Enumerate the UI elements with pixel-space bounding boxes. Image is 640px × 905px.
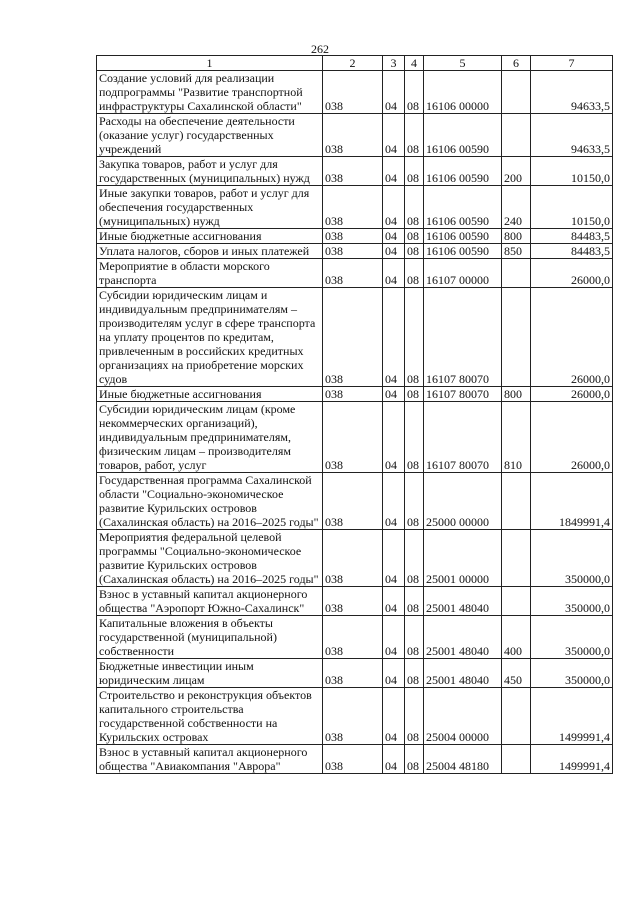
row-code-cell: 038	[323, 745, 383, 774]
row-target-cell: 16107 80070	[424, 402, 502, 473]
row-target-cell: 16107 00000	[424, 259, 502, 288]
row-code-cell: 038	[323, 688, 383, 745]
row-amount-cell: 350000,0	[531, 659, 613, 688]
row-subsection-cell: 08	[405, 186, 424, 229]
row-subsection-cell: 08	[405, 587, 424, 616]
row-target-cell: 16106 00590	[424, 186, 502, 229]
table-row	[97, 229, 613, 244]
header-col-5: 5	[424, 56, 502, 71]
row-code-cell: 038	[323, 530, 383, 587]
row-code-cell: 038	[323, 229, 383, 244]
row-target-cell: 25001 48040	[424, 587, 502, 616]
row-type-cell	[502, 71, 531, 114]
row-subsection-cell: 08	[405, 387, 424, 402]
table-row	[97, 745, 613, 774]
table-row	[97, 244, 613, 259]
row-code-cell: 038	[323, 259, 383, 288]
header-col-2: 2	[323, 56, 383, 71]
row-type-cell	[502, 688, 531, 745]
row-code-cell: 038	[323, 244, 383, 259]
row-section-cell: 04	[383, 530, 405, 587]
row-amount-cell: 1499991,4	[531, 688, 613, 745]
row-subsection-cell: 08	[405, 114, 424, 157]
row-code-cell: 038	[323, 186, 383, 229]
table-row	[97, 157, 613, 186]
row-type-cell	[502, 288, 531, 387]
row-subsection-cell: 08	[405, 530, 424, 587]
table-row	[97, 530, 613, 587]
row-amount-cell: 84483,5	[531, 229, 613, 244]
row-target-cell: 16106 00590	[424, 244, 502, 259]
row-name-cell: Закупка товаров, работ и услуг для государственных (муниципальных) нужд	[97, 157, 323, 186]
row-code-cell: 038	[323, 157, 383, 186]
row-section-cell: 04	[383, 186, 405, 229]
row-type-cell: 810	[502, 402, 531, 473]
table-row	[97, 259, 613, 288]
row-subsection-cell: 08	[405, 473, 424, 530]
row-subsection-cell: 08	[405, 259, 424, 288]
row-name-cell: Создание условий для реализации подпрограммы "Развитие транспортной инфраструктуры Сахалинской области"	[97, 71, 323, 114]
row-subsection-cell: 08	[405, 616, 424, 659]
row-type-cell	[502, 473, 531, 530]
row-code-cell: 038	[323, 659, 383, 688]
row-section-cell: 04	[383, 229, 405, 244]
row-section-cell: 04	[383, 244, 405, 259]
row-target-cell: 16107 80070	[424, 387, 502, 402]
row-target-cell: 25001 48040	[424, 616, 502, 659]
row-name-cell: Взнос в уставный капитал акционерного общества "Авиакомпания "Аврора"	[97, 745, 323, 774]
table-row	[97, 387, 613, 402]
header-col-1: 1	[97, 56, 323, 71]
row-type-cell: 400	[502, 616, 531, 659]
row-amount-cell: 350000,0	[531, 530, 613, 587]
table-row	[97, 402, 613, 473]
table-row	[97, 114, 613, 157]
row-subsection-cell: 08	[405, 288, 424, 387]
table-row	[97, 587, 613, 616]
row-amount-cell: 1499991,4	[531, 745, 613, 774]
row-name-cell: Субсидии юридическим лицам (кроме некоммерческих организаций), индивидуальным предпринимателям, физическим лицам – производителям товаров, работ, услуг	[97, 402, 323, 473]
row-section-cell: 04	[383, 616, 405, 659]
row-name-cell: Уплата налогов, сборов и иных платежей	[97, 244, 323, 259]
row-name-cell: Субсидии юридическим лицам и индивидуальным предпринимателям – производителям услуг в сфере транспорта на уплату процентов по кредитам, привлеченным в российских кредитных организациях на приобретение морских судов	[97, 288, 323, 387]
row-amount-cell: 84483,5	[531, 244, 613, 259]
row-amount-cell: 94633,5	[531, 71, 613, 114]
row-target-cell: 16106 00590	[424, 157, 502, 186]
row-name-cell: Государственная программа Сахалинской области "Социально-экономическое развитие Курильских островов (Сахалинская область) на 2016–2025 годы"	[97, 473, 323, 530]
row-subsection-cell: 08	[405, 71, 424, 114]
row-name-cell: Капитальные вложения в объекты государственной (муниципальной) собственности	[97, 616, 323, 659]
row-subsection-cell: 08	[405, 688, 424, 745]
row-type-cell	[502, 745, 531, 774]
row-target-cell: 25004 00000	[424, 688, 502, 745]
row-section-cell: 04	[383, 71, 405, 114]
row-subsection-cell: 08	[405, 745, 424, 774]
row-code-cell: 038	[323, 71, 383, 114]
row-amount-cell: 1849991,4	[531, 473, 613, 530]
row-subsection-cell: 08	[405, 157, 424, 186]
header-col-7: 7	[531, 56, 613, 71]
row-amount-cell: 350000,0	[531, 616, 613, 659]
row-section-cell: 04	[383, 473, 405, 530]
header-col-3: 3	[383, 56, 405, 71]
row-section-cell: 04	[383, 402, 405, 473]
row-target-cell: 16107 80070	[424, 288, 502, 387]
table-row	[97, 186, 613, 229]
row-subsection-cell: 08	[405, 229, 424, 244]
row-name-cell: Взнос в уставный капитал акционерного общества "Аэропорт Южно-Сахалинск"	[97, 587, 323, 616]
row-name-cell: Иные бюджетные ассигнования	[97, 387, 323, 402]
table-row	[97, 288, 613, 387]
row-code-cell: 038	[323, 473, 383, 530]
row-type-cell: 200	[502, 157, 531, 186]
row-section-cell: 04	[383, 288, 405, 387]
header-col-4: 4	[405, 56, 424, 71]
row-code-cell: 038	[323, 114, 383, 157]
row-section-cell: 04	[383, 157, 405, 186]
row-code-cell: 038	[323, 616, 383, 659]
row-section-cell: 04	[383, 659, 405, 688]
row-target-cell: 25001 48040	[424, 659, 502, 688]
row-section-cell: 04	[383, 259, 405, 288]
row-target-cell: 25001 00000	[424, 530, 502, 587]
row-target-cell: 25004 48180	[424, 745, 502, 774]
row-target-cell: 16106 00000	[424, 71, 502, 114]
row-section-cell: 04	[383, 114, 405, 157]
row-amount-cell: 10150,0	[531, 186, 613, 229]
row-target-cell: 16106 00590	[424, 229, 502, 244]
row-name-cell: Расходы на обеспечение деятельности (оказание услуг) государственных учреждений	[97, 114, 323, 157]
row-amount-cell: 26000,0	[531, 259, 613, 288]
row-name-cell: Бюджетные инвестиции иным юридическим лицам	[97, 659, 323, 688]
row-target-cell: 25000 00000	[424, 473, 502, 530]
row-code-cell: 038	[323, 387, 383, 402]
table-row	[97, 659, 613, 688]
row-amount-cell: 10150,0	[531, 157, 613, 186]
row-code-cell: 038	[323, 402, 383, 473]
row-name-cell: Мероприятия федеральной целевой программы "Социально-экономическое развитие Курильских островов (Сахалинская область) на 2016–2025 годы"	[97, 530, 323, 587]
row-type-cell: 240	[502, 186, 531, 229]
table-row	[97, 616, 613, 659]
row-amount-cell: 94633,5	[531, 114, 613, 157]
row-name-cell: Строительство и реконструкция объектов капитального строительства государственной собственности на Курильских островах	[97, 688, 323, 745]
row-subsection-cell: 08	[405, 402, 424, 473]
row-code-cell: 038	[323, 288, 383, 387]
row-target-cell: 16106 00590	[424, 114, 502, 157]
row-section-cell: 04	[383, 745, 405, 774]
row-type-cell: 800	[502, 229, 531, 244]
table-row	[97, 688, 613, 745]
row-amount-cell: 350000,0	[531, 587, 613, 616]
row-section-cell: 04	[383, 387, 405, 402]
row-type-cell: 450	[502, 659, 531, 688]
row-name-cell: Мероприятие в области морского транспорта	[97, 259, 323, 288]
header-col-6: 6	[502, 56, 531, 71]
table-row	[97, 71, 613, 114]
row-amount-cell: 26000,0	[531, 402, 613, 473]
row-code-cell: 038	[323, 587, 383, 616]
row-subsection-cell: 08	[405, 659, 424, 688]
row-section-cell: 04	[383, 587, 405, 616]
row-amount-cell: 26000,0	[531, 387, 613, 402]
row-type-cell: 800	[502, 387, 531, 402]
row-section-cell: 04	[383, 688, 405, 745]
row-subsection-cell: 08	[405, 244, 424, 259]
table-row	[97, 473, 613, 530]
row-name-cell: Иные бюджетные ассигнования	[97, 229, 323, 244]
row-type-cell	[502, 587, 531, 616]
row-type-cell	[502, 259, 531, 288]
page-number: 262	[311, 42, 329, 56]
header-row	[97, 56, 613, 71]
budget-table	[96, 55, 613, 774]
row-amount-cell: 26000,0	[531, 288, 613, 387]
row-type-cell	[502, 530, 531, 587]
row-name-cell: Иные закупки товаров, работ и услуг для обеспечения государственных (муниципальных) нужд	[97, 186, 323, 229]
row-type-cell	[502, 114, 531, 157]
row-type-cell: 850	[502, 244, 531, 259]
